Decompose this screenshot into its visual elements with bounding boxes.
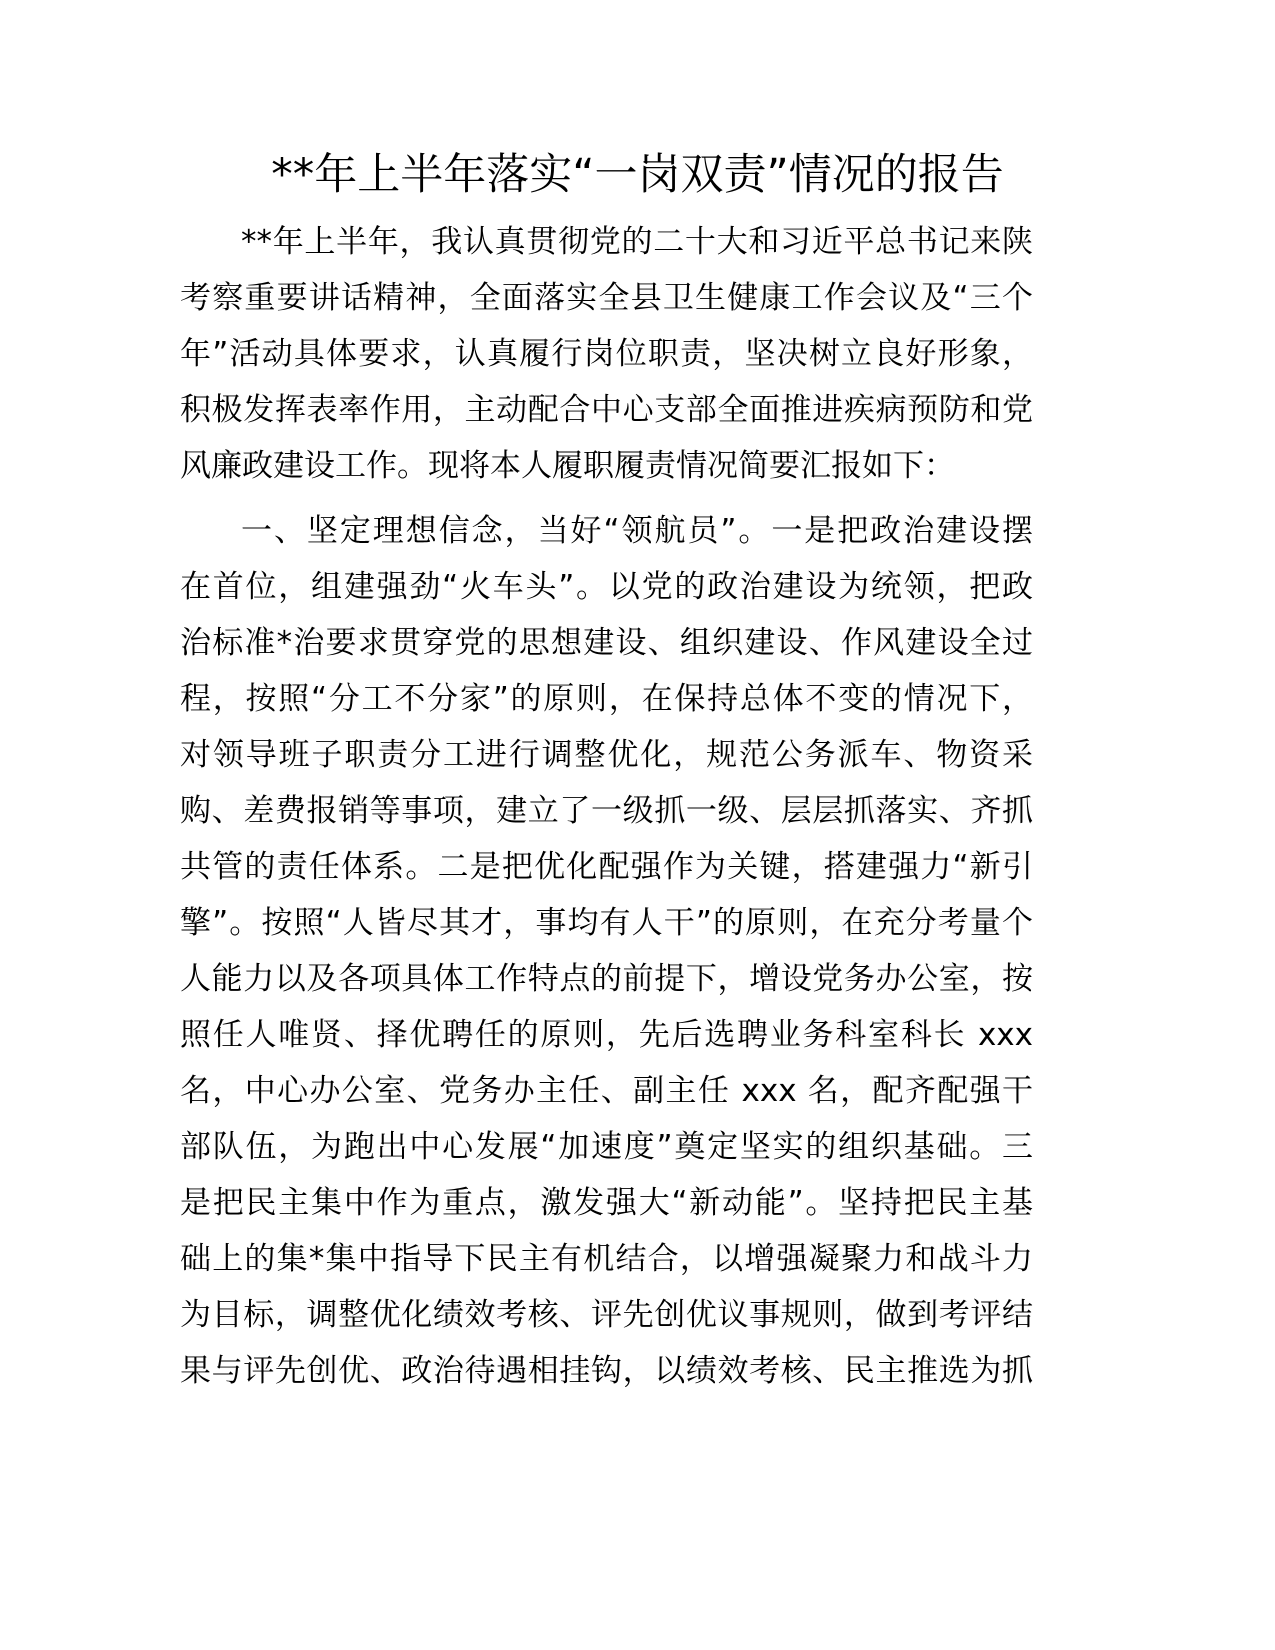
paragraph-line: 为目标，调整优化绩效考核、评先创优议事规则，做到考评结 <box>180 1297 1033 1333</box>
paragraph-line: 对领导班子职责分工进行调整优化，规范公务派车、物资采 <box>180 737 1033 773</box>
paragraph-line: 在首位，组建强劲“火车头”。以党的政治建设为统领，把政 <box>180 569 1033 605</box>
paragraph-line: 础上的集*集中指导下民主有机结合，以增强凝聚力和战斗力 <box>180 1241 1033 1277</box>
paragraph-line: 擎”。按照“人皆尽其才，事均有人干”的原则，在充分考量个 <box>180 905 1033 941</box>
paragraph-line: 治标准*治要求贯穿党的思想建设、组织建设、作风建设全过 <box>180 625 1033 661</box>
paragraph-line: 人能力以及各项具体工作特点的前提下，增设党务办公室，按 <box>180 961 1033 997</box>
paragraph-line: 积极发挥表率作用，主动配合中心支部全面推进疾病预防和党 <box>180 392 1033 428</box>
paragraph-line: 风廉政建设工作。现将本人履职履责情况简要汇报如下： <box>180 448 955 484</box>
paragraph-line: 照任人唯贤、择优聘任的原则，先后选聘业务科室科长 xxx <box>180 1017 1033 1053</box>
paragraph-line: 考察重要讲话精神，全面落实全县卫生健康工作会议及“三个 <box>180 280 1033 316</box>
paragraph-line: **年上半年，我认真贯彻党的二十大和习近平总书记来陕 <box>241 224 1033 260</box>
paragraph-line: 年”活动具体要求，认真履行岗位职责，坚决树立良好形象， <box>180 336 1033 372</box>
document-title: **年上半年落实“一岗双责”情况的报告 <box>271 150 1004 200</box>
paragraph-line: 共管的责任体系。二是把优化配强作为关键，搭建强力“新引 <box>180 849 1033 885</box>
paragraph-line: 部队伍，为跑出中心发展“加速度”奠定坚实的组织基础。三 <box>180 1129 1033 1165</box>
paragraph-line: 是把民主集中作为重点，激发强大“新动能”。坚持把民主基 <box>180 1185 1033 1221</box>
paragraph-line: 程，按照“分工不分家”的原则，在保持总体不变的情况下， <box>180 681 1033 717</box>
paragraph-line: 一、坚定理想信念，当好“领航员”。一是把政治建设摆 <box>241 513 1033 549</box>
paragraph-line: 果与评先创优、政治待遇相挂钩，以绩效考核、民主推选为抓 <box>180 1353 1033 1389</box>
paragraph-line: 购、差费报销等事项，建立了一级抓一级、层层抓落实、齐抓 <box>180 793 1033 829</box>
paragraph-line: 名，中心办公室、党务办主任、副主任 xxx 名，配齐配强干 <box>180 1073 1033 1109</box>
